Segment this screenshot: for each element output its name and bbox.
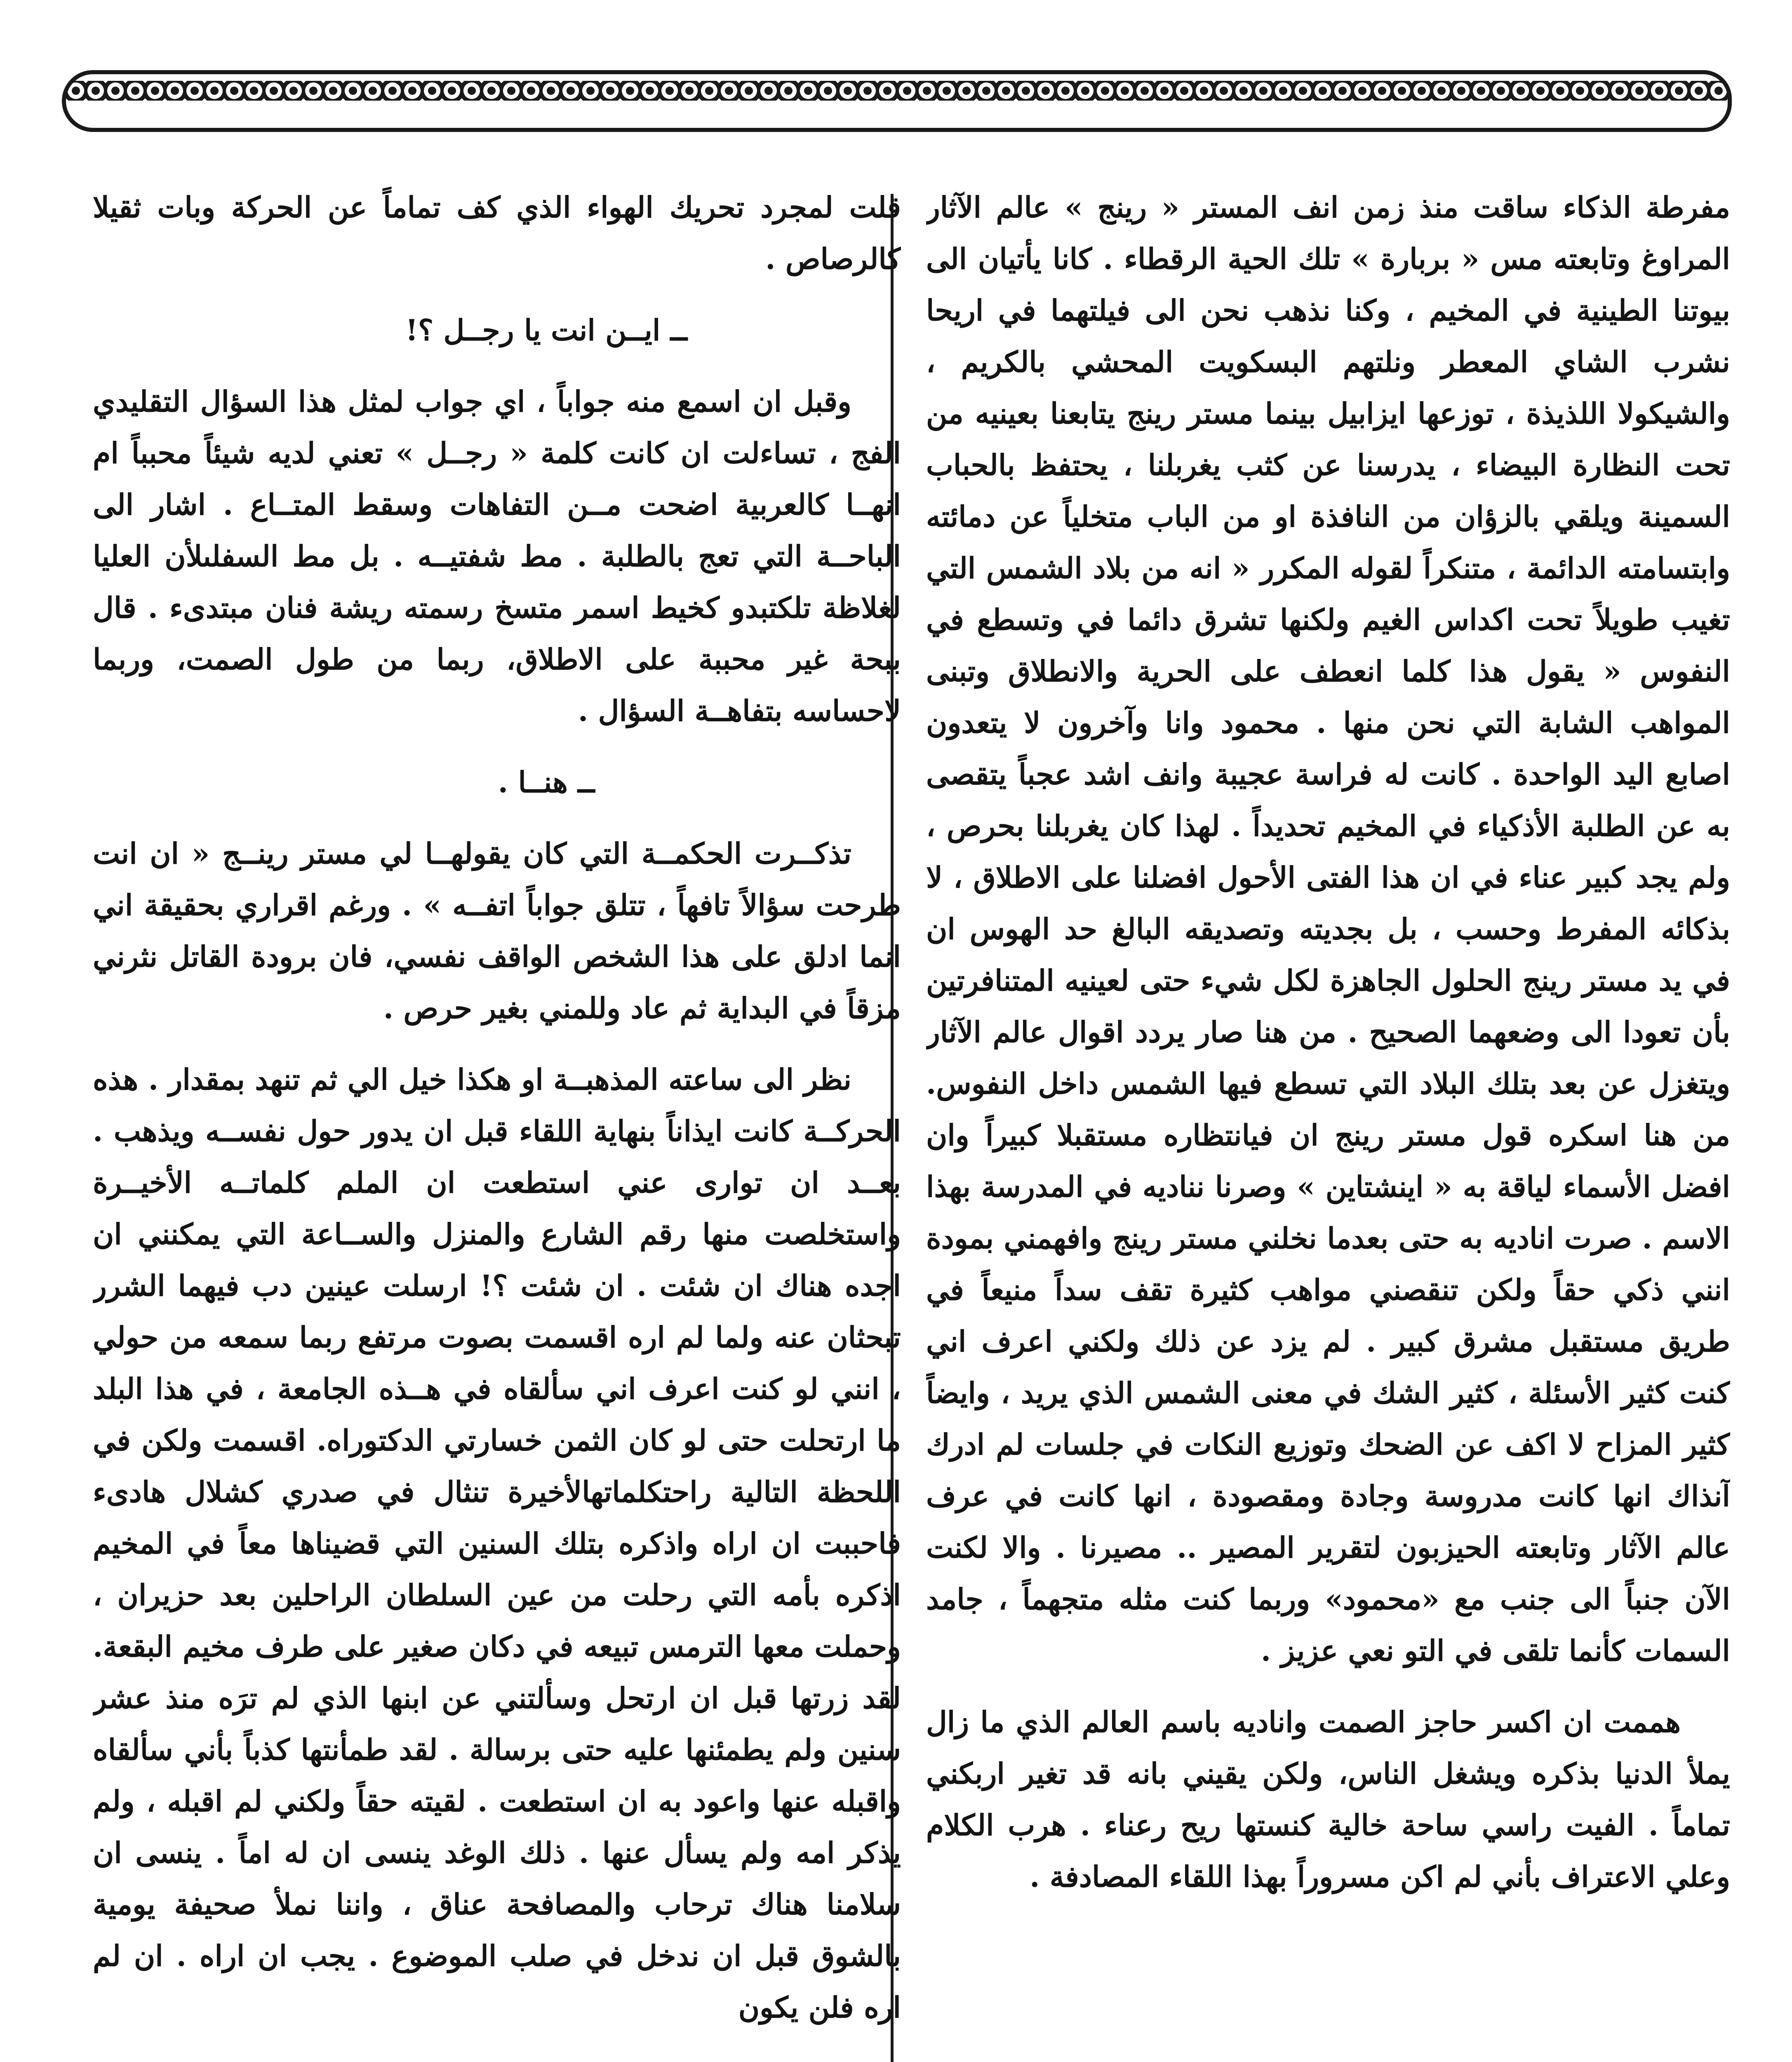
left-paragraph-5: تذكــرت الحكمــة التي كان يقولهــا لي مستر رينــج « ان انت طرحت سؤالاً تافهاً ، تتلق جواباً اتفــه » . ورغم اقراري بحقيقة اني انما ادلق على هذا الشخص الواقف نفسي، فان برودة القاتل نثرني مزقاً في البداية ثم عاد وللمني بغير حرص .: [93, 836, 901, 1025]
left-dialog-1: ــ ايــن انت يا رجــل ؟!: [405, 313, 687, 347]
left-paragraph-1: قلت لمجرد تحريك الهواء الذي كف تماماً عن الحركة وبات ثقيلا كالرصاص .: [93, 190, 901, 276]
left-column: [93, 181, 901, 2062]
left-paragraph-6: نظر الى ساعته المذهبــة او هكذا خيل الي ثم تنهد بمقدار . هذه الحركــة كانت ايذاناً بنهاية اللقاء قبل ان يدور حول نفســه ويذهب . بعــد ان توارى عني استطعت ان الملم كلماتــه الأخيــرة واستخلصت منها رقم الشارع والمنزل والســاعة التي يمكنني ان اجده هناك ان شئت . ان شئت ؟! ارسلت عينين دب فيهما الشرر تبحثان عنه ولما لم اره اقسمت بصوت مرتفع ربما سمعه من حولي ، انني لو كنت اعرف اني سألقاه في هــذه الجامعة ، في هذا البلد ما ارتحلت حتى لو كان الثمن خسارتي الدكتوراه. اقسمت ولكن في اللحظة التالية راحتكلماتهالأخيرة تنثال في صدري كشلال هادىء فاحببت ان اراه واذكره بتلك السنين التي قضيناها معاً في المخيم اذكره بأمه التي رحلت من عين السلطان الراحلين بعد حزيران ، وحملت معها الترمس تبيعه في دكان صغير على طرف مخيم البقعة. لقد زرتها قبل ان ارتحل وسألتني عن ابنها الذي لم ترَه منذ عشر سنين ولم يطمئنها عليه حتى برسالة . لقد طمأنتها كذباً بأني سألقاه واقبله عنها واعود به ان استطعت . لقيته حقاً ولكني لم اقبله ، ولم يذكر امه ولم يسأل عنها . ذلك الوغد ينسى ان له اماً . ينسى ان سلامنا هناك ترحاب والمصافحة عناق ، واننا نملأ صحيفة يومية بالشوق قبل ان ندخل في صلب الموضوع . يجب ان اراه . ان لم اره فلن يكون: [93, 1062, 901, 2024]
right-paragraph-2: هممت ان اكسر حاجز الصمت واناديه باسم العالم الذي ما زال يملأ الدنيا بذكره ويشغل الناس، ولكن يقيني بانه قد تغير اربكني تماماً . الفيت راسي ساحة خالية كنستها ريح رعناء . هرب الكلام وعلي الاعتراف بأني لم اكن مسروراً بهذا اللقاء المصادفة .: [926, 1705, 1730, 1894]
decorative-top-border: [62, 70, 1732, 132]
right-paragraph-1: مفرطة الذكاء ساقت منذ زمن انف المستر « رينج » عالم الآثار المراوغ وتابعته مس « بربارة » تلك الحية الرقطاء . كانا يأتيان الى بيوتنا الطينية في المخيم ، وكنا نذهب نحن الى فيلتهما في اريحا نشرب الشاي المعطر ونلتهم البسكويت المحشي بالكريم ، والشيكولا اللذيذة ، توزعها ايزابيل بينما مستر رينج يتابعنا بعينيه من تحت النظارة البيضاء ، يدرسنا عن كثب يغربلنا ، يحتفظ بالحباب السمينة ويلقي بالزؤان من النافذة او من الباب متخلياً عن دمائته وابتسامته الدائمة ، متنكراً لقوله المكرر « انه من بلاد الشمس التي تغيب طويلاً تحت اكداس الغيم ولكنها تشرق دائما في وتسطع في النفوس « يقول هذا كلما انعطف على الحرية والانطلاق وتبنى المواهب الشابة التي نحن منها . محمود وانا وآخرون لا يتعدون اصابع اليد الواحدة . كانت له فراسة عجيبة وانف اشد عجباً يتقصى به عن الطلبة الأذكياء في المخيم تحديداً . لهذا كان يغربلنا بحرص ، ولم يجد كبير عناء في ان هذا الفتى الأحول افضلنا على الاطلاق ، لا بذكائه المفرط وحسب ، بل بجديته وتصديقه البالغ حد الهوس ان في يد مستر رينج الحلول الجاهزة لكل شيء حتى لعينيه المتنافرتين بأن تعودا الى وضعهما الصحيح . من هنا صار يردد اقوال عالم الآثار ويتغزل عن بعد بتلك البلاد التي تسطع فيها الشمس داخل النفوس. من هنا اسكره قول مستر رينج ان فيانتظاره مستقبلا كبيراً وان افضل الأسماء لياقة به « اينشتاين » وصرنا نناديه في المدرسة بهذا الاسم . صرت اناديه به حتى بعدما نخلني مستر رينج وافهمني بمودة انني ذكي حقاً ولكن تنقصني مواهب كثيرة تقف سداً منيعاً في طريق مستقبل مشرق كبير . لم يزد عن ذلك ولكني اعرف اني كنت كثير الأسئلة ، كثير الشك في معنى الشمس الذي يريد ، وايضاً كثير المزاح لا اكف عن الضحك وتوزيع النكات في جلسات لم ادرك آنذاك انها كانت مدروسة وجادة ومقصودة ، انها كانت في عرف عالم الآثار وتابعته الحيزبون لتقرير المصير .. مصيرنا . والا لكنت الآن جنباً الى جنب مع «محمود» وربما كنت مثله متجهماً ، جامد السمات كأنما تلقى في التو نعي عزيز .: [926, 190, 1730, 1668]
right-column: [926, 181, 1730, 2062]
left-paragraph-3: وقبل ان اسمع منه جواباً ، اي جواب لمثل هذا السؤال التقليدي الفج ، تساءلت ان كانت كلمة « رجــل » تعني لديه شيئاً محبباً ام انهــا كالعربية اضحت مــن التفاهات وسقط المتــاع . اشار الى الباحــة التي تعج بالطلبة . مط شفتيــه . بل مط السفلىلأن العليا لغلاظة تلكتبدو كخيط اسمر متسخ رسمته ريشة فنان مبتدىء . قال ببحة غير محببة على الاطلاق، ربما من طول الصمت، وربما لاحساسه بتفاهــة السؤال .: [93, 384, 901, 728]
left-dialog-2: ــ هنــا .: [498, 765, 595, 799]
